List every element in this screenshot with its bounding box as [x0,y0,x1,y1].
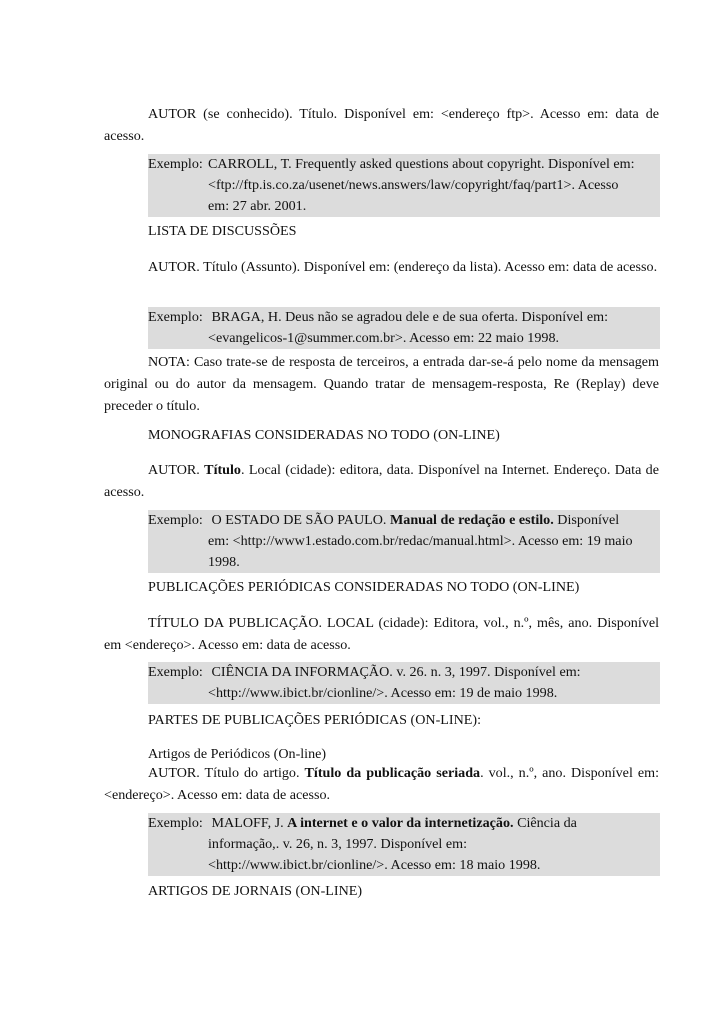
example-line: <ftp://ftp.is.co.za/usenet/news.answers/law/copyright/faq/part1>. Acesso [148,175,660,196]
example-line: Exemplo: MALOFF, J. A internet e o valor da internetização. Ciência da [148,813,660,834]
subheading-artigos: Artigos de Periódicos (On-line) [148,746,327,762]
example-label: Exemplo: [148,815,203,831]
section-heading-periodicos: PUBLICAÇÕES PERIÓDICAS CONSIDERADAS NO TODO (ON-LINE) [148,579,580,595]
example-line: informação,. v. 26, n. 3, 1997. Disponível em: [148,834,660,855]
example-label: Exemplo: [148,309,203,325]
example-line: em: <http://www1.estado.com.br/redac/manual.html>. Acesso em: 19 maio [148,531,660,552]
ftp-format-paragraph: AUTOR (se conhecido). Título. Disponível em: <endereço ftp>. Acesso em: data de acesso. [104,106,659,144]
example-line: em: 27 abr. 2001. [148,196,660,217]
example-line: Exemplo: BRAGA, H. Deus não se agradou dele e de sua oferta. Disponível em: [148,307,660,328]
discussoes-format-paragraph: AUTOR. Título (Assunto). Disponível em: (endereço da lista). Acesso em: data de acesso. [148,259,658,275]
example-line: <http://www.ibict.br/cionline/>. Acesso em: 18 maio 1998. [148,855,660,876]
periodicos-example-box [148,662,660,704]
example-line: <http://www.ibict.br/cionline/>. Acesso em: 19 de maio 1998. [148,683,660,704]
section-heading-discussoes: LISTA DE DISCUSSÕES [148,223,297,239]
section-heading-partes: PARTES DE PUBLICAÇÕES PERIÓDICAS (ON-LINE): [148,712,481,728]
monografias-example-box [148,510,660,573]
discussoes-example-box [148,307,660,349]
periodicos-format-paragraph: TÍTULO DA PUBLICAÇÃO. LOCAL (cidade): Editora, vol., n.º, mês, ano. Disponível em <endereço>. Acesso em: data de acesso. [104,615,659,653]
partes-example-box [148,813,660,876]
example-label: Exemplo: [148,156,203,172]
example-line: Exemplo: CARROLL, T. Frequently asked questions about copyright. Disponível em: [148,154,660,175]
discussoes-note-paragraph: NOTA: Caso trate-se de resposta de terceiros, a entrada dar-se-á pelo nome da mensagem original ou do autor da mensagem. Quando tratar de mensagem-resposta, Re (Replay) deve preceder o título. [104,354,659,414]
example-label: Exemplo: [148,664,203,680]
example-line: 1998. [148,552,660,573]
ftp-example-box [148,154,660,217]
monografias-format-paragraph: AUTOR. Título. Local (cidade): editora, data. Disponível na Internet. Endereço. Data de acesso. [104,462,659,500]
section-heading-monografias: MONOGRAFIAS CONSIDERADAS NO TODO (ON-LINE) [148,427,500,443]
section-heading-jornais: ARTIGOS DE JORNAIS (ON-LINE) [148,883,363,899]
example-line: Exemplo: O ESTADO DE SÃO PAULO. Manual de redação e estilo. Disponível [148,510,660,531]
example-line: Exemplo: CIÊNCIA DA INFORMAÇÃO. v. 26. n. 3, 1997. Disponível em: [148,662,660,683]
example-line: <evangelicos-1@summer.com.br>. Acesso em: 22 maio 1998. [148,328,660,349]
partes-format-paragraph: AUTOR. Título do artigo. Título da publicação seriada. vol., n.º, ano. Disponível em: <endereço>. Acesso em: data de acesso. [104,765,659,803]
example-label: Exemplo: [148,512,203,528]
